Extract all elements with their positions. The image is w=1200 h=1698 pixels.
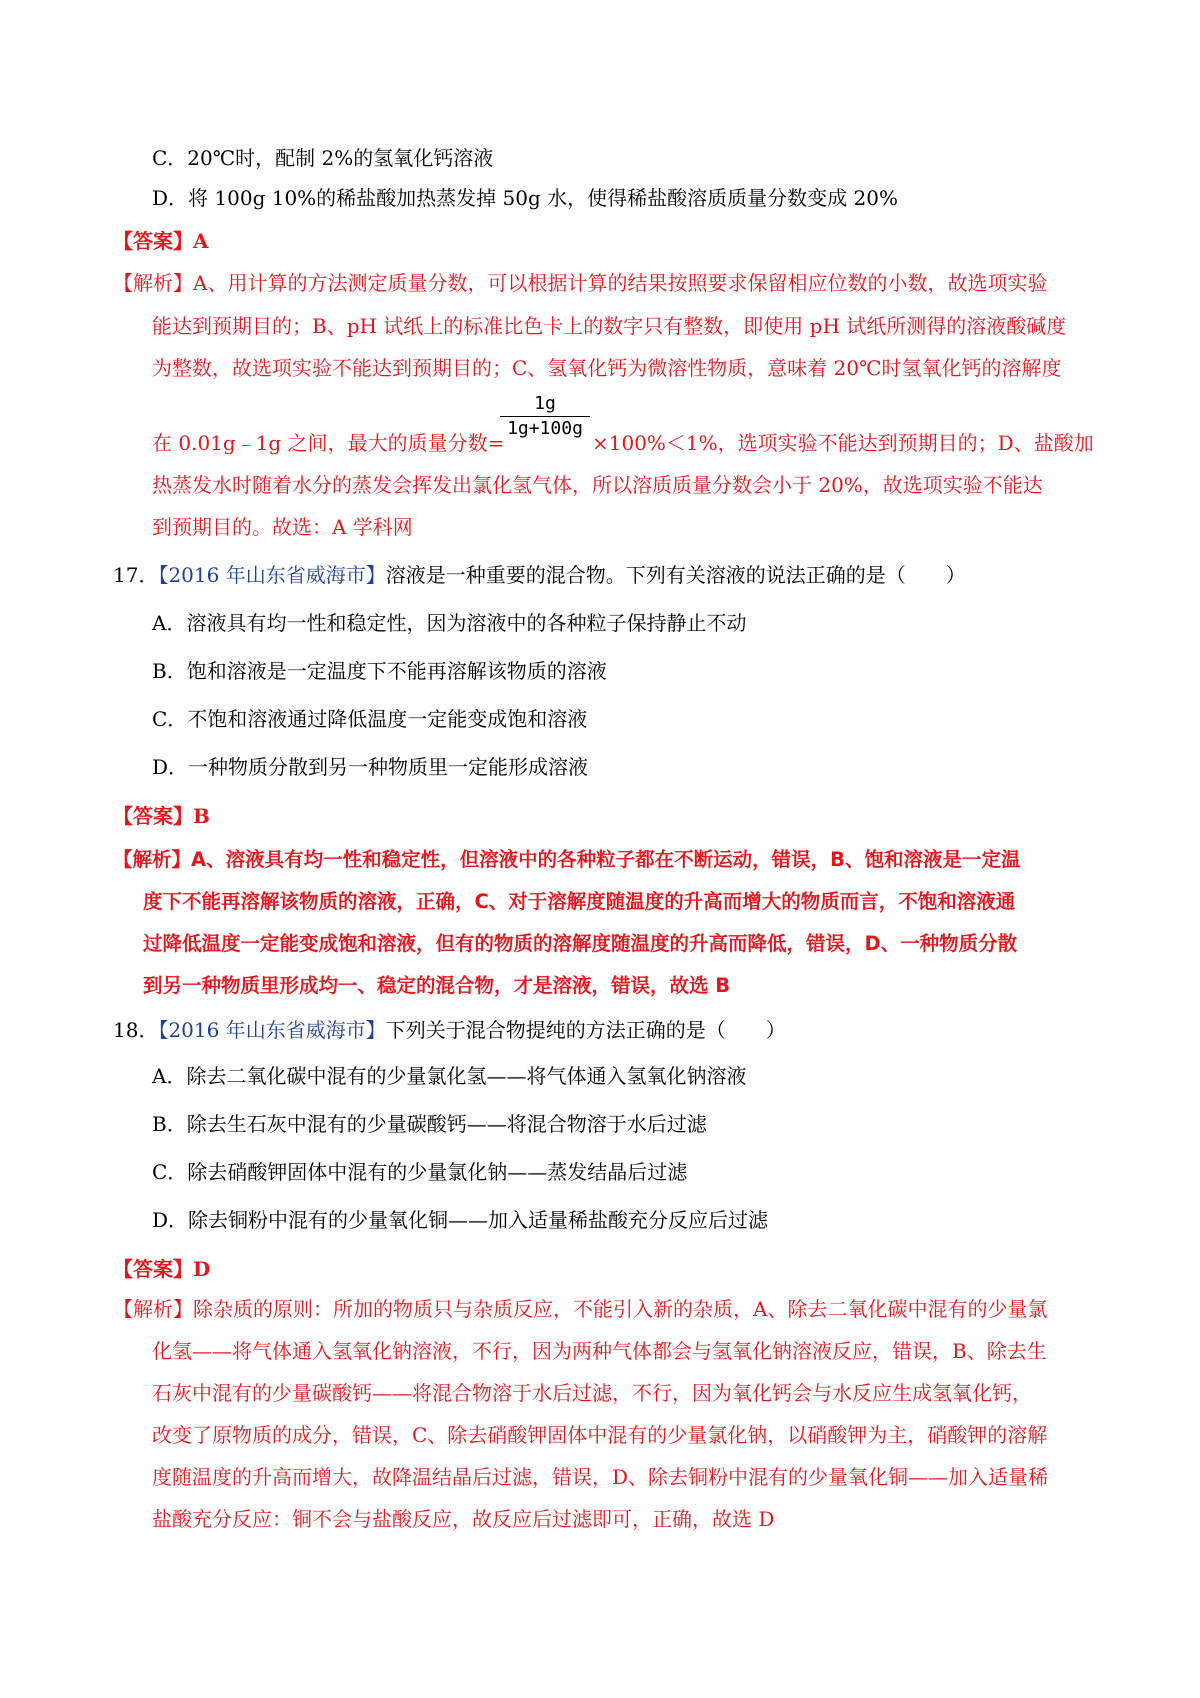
q17-stem: 溶液是一种重要的混合物。下列有关溶液的说法正确的是（ ） bbox=[385, 563, 966, 587]
q17-analysis-line-1: 【解析】A、溶液具有均一性和稳定性，但溶液中的各种粒子都在不断运动，错误，B、饱和溶液是一定温 bbox=[113, 848, 1021, 871]
q16-analysis-line-6: 到预期目的。故选：A 学科网 bbox=[152, 515, 413, 539]
q16-analysis-line-4a: 在 0.01g﹣1g 之间，最大的质量分数= bbox=[152, 431, 505, 455]
q17-option-a: A．溶液具有均一性和稳定性，因为溶液中的各种粒子保持静止不动 bbox=[152, 611, 747, 635]
q16-fraction-numerator: 1g bbox=[534, 393, 556, 414]
q17-answer: 【答案】B bbox=[113, 804, 210, 828]
q16-analysis-line-2: 能达到预期目的；B、pH 试纸上的标准比色卡上的数字只有整数，即使用 pH 试纸所测得的溶液酸碱度 bbox=[152, 314, 1067, 338]
q17-heading bbox=[113, 562, 966, 588]
q17-source: 【2016 年山东省威海市】 bbox=[158, 563, 386, 587]
q16-analysis-line-4b: ×100%＜1%，选项实验不能达到预期目的；D、盐酸加 bbox=[592, 431, 1094, 455]
q18-option-d: D．除去铜粉中混有的少量氧化铜——加入适量稀盐酸充分反应后过滤 bbox=[152, 1208, 769, 1232]
q18-heading bbox=[113, 1017, 786, 1043]
q18-option-c: C．除去硝酸钾固体中混有的少量氯化钠——蒸发结晶后过滤 bbox=[152, 1160, 688, 1184]
q18-analysis-line-3: 石灰中混有的少量碳酸钙——将混合物溶于水后过滤，不行，因为氧化钙会与水反应生成氢氧化钙， bbox=[152, 1381, 1032, 1405]
q18-analysis-line-5: 度随温度的升高而增大，故降温结晶后过滤，错误，D、除去铜粉中混有的少量氧化铜——加入适量稀 bbox=[152, 1465, 1049, 1489]
q17-option-c: C．不饱和溶液通过降低温度一定能变成饱和溶液 bbox=[152, 707, 588, 731]
q17-analysis-line-4: 到另一种物质里形成均一、稳定的混合物，才是溶液，错误，故选 B bbox=[143, 974, 731, 997]
q18-option-a: A．除去二氧化碳中混有的少量氯化氢——将气体通入氢氧化钠溶液 bbox=[152, 1064, 747, 1088]
q17-option-b: B．饱和溶液是一定温度下不能再溶解该物质的溶液 bbox=[152, 659, 607, 683]
q16-option-c: C．20℃时，配制 2%的氢氧化钙溶液 bbox=[152, 146, 494, 170]
q16-answer: 【答案】A bbox=[113, 229, 209, 253]
q18-analysis-line-6: 盐酸充分反应：铜不会与盐酸反应，故反应后过滤即可，正确，故选 D bbox=[152, 1507, 775, 1531]
q18-option-b: B．除去生石灰中混有的少量碳酸钙——将混合物溶于水后过滤 bbox=[152, 1112, 707, 1136]
q17-number: 17． bbox=[113, 563, 159, 587]
q17-analysis-line-3: 过降低温度一定能变成饱和溶液，但有的物质的溶解度随温度的升高而降低，错误，D、一种物质分散 bbox=[143, 932, 1018, 955]
q18-analysis-line-4: 改变了原物质的成分，错误，C、除去硝酸钾固体中混有的少量氯化钠，以硝酸钾为主，硝酸钾的溶解 bbox=[152, 1423, 1048, 1447]
q18-analysis-line-2: 化氢——将气体通入氢氧化钠溶液，不行，因为两种气体都会与氢氧化钠溶液反应，错误，B、除去生 bbox=[152, 1339, 1047, 1363]
q18-stem: 下列关于混合物提纯的方法正确的是（ ） bbox=[385, 1018, 786, 1042]
q16-fraction-bar bbox=[500, 416, 590, 417]
q18-number: 18． bbox=[113, 1018, 159, 1042]
q16-analysis-line-5: 热蒸发水时随着水分的蒸发会挥发出氯化氢气体，所以溶质质量分数会小于 20%，故选项实验不能达 bbox=[152, 473, 1043, 497]
q17-analysis-line-2: 度下不能再溶解该物质的溶液，正确，C、对于溶解度随温度的升高而增大的物质而言，不饱和溶液通 bbox=[143, 890, 1016, 913]
q16-analysis-line-3: 为整数，故选项实验不能达到预期目的；C、氢氧化钙为微溶性物质，意味着 20℃时氢氧化钙的溶解度 bbox=[152, 356, 1062, 380]
q16-option-d: D．将 100g 10%的稀盐酸加热蒸发掉 50g 水，使得稀盐酸溶质质量分数变成 20% bbox=[152, 186, 898, 210]
q16-fraction-denominator: 1g+100g bbox=[507, 418, 583, 439]
q16-fraction bbox=[500, 392, 590, 440]
q18-source: 【2016 年山东省威海市】 bbox=[158, 1018, 386, 1042]
q18-analysis-line-1: 【解析】除杂质的原则：所加的物质只与杂质反应，不能引入新的杂质，A、除去二氧化碳中混有的少量氯 bbox=[113, 1297, 1048, 1321]
q16-analysis-line-1: 【解析】A、用计算的方法测定质量分数，可以根据计算的结果按照要求保留相应位数的小数，故选项实验 bbox=[113, 271, 1048, 295]
q17-option-d: D．一种物质分散到另一种物质里一定能形成溶液 bbox=[152, 755, 589, 779]
q18-answer: 【答案】D bbox=[113, 1257, 211, 1281]
